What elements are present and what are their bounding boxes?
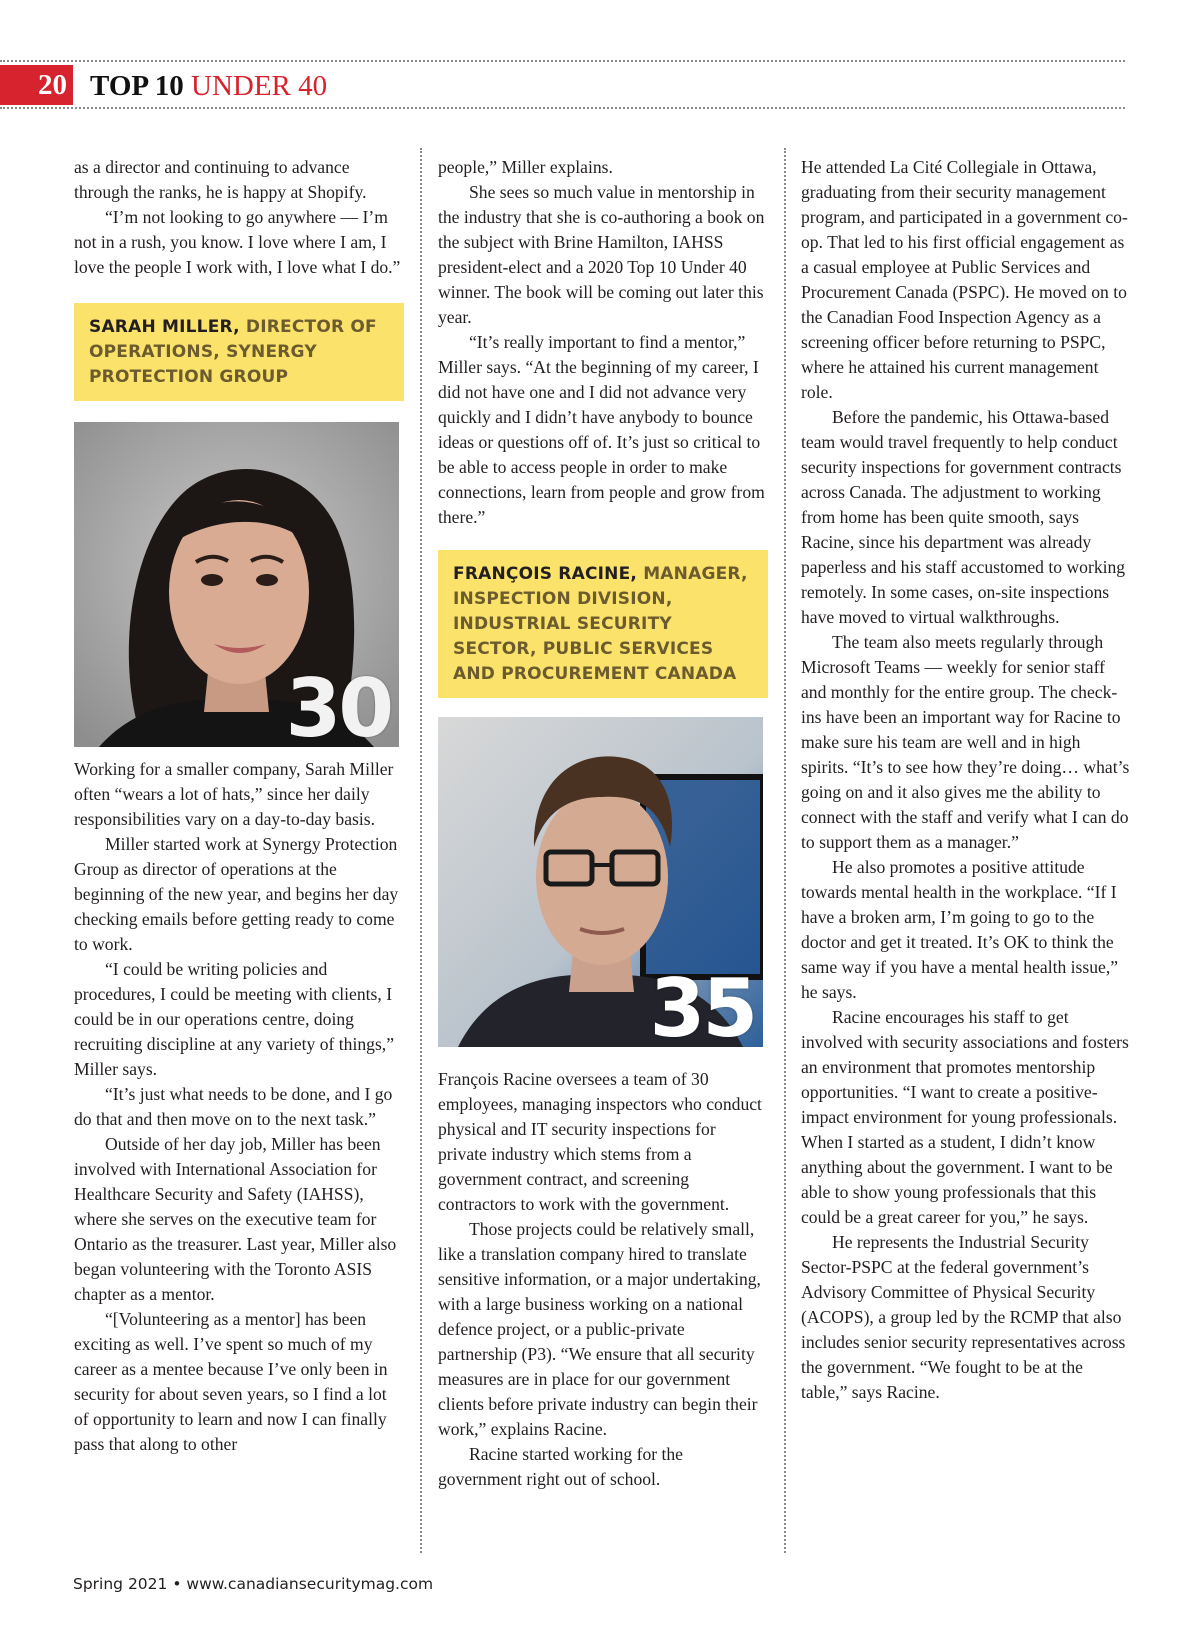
photo-sarah-miller xyxy=(74,422,399,747)
paragraph: Working for a smaller company, Sarah Miller often “wears a lot of hats,” since her daily responsibilities vary on a day-to-day basis. xyxy=(74,759,394,829)
column-divider-2 xyxy=(784,148,786,1553)
body-text-francois-racine xyxy=(438,1067,768,1492)
column-2 xyxy=(438,155,768,1492)
photo-francois-racine xyxy=(438,717,763,1047)
column-divider-1 xyxy=(420,148,422,1553)
column-1 xyxy=(74,155,404,1457)
paragraph: “It’s really important to find a mentor,” Miller says. “At the beginning of my career, I did not have one and I did not advance very quickly and I didn’t have anybody to bounce ideas or questions off of. It’s just so critical to be able to access people in order to make connections, learn from people and grow from there.” xyxy=(438,332,765,527)
paragraph: Before the pandemic, his Ottawa-based team would travel frequently to help conduct security inspections for government contracts across Canada. The adjustment to working from home has been quite smooth, says Racine, since his department was already paperless and his staff accustomed to working remotely. In some cases, on-site inspections have moved to virtual walkthroughs. xyxy=(801,407,1126,627)
header-top-rule xyxy=(0,60,1125,62)
paragraph: Outside of her day job, Miller has been involved with International Association for Healthcare Security and Safety (IAHSS), where she serves on the executive team for Ontario as the treasurer. Last year, Miller also began volunteering with the Toronto ASIS chapter as a mentor. xyxy=(74,1134,397,1304)
paragraph: Racine started working for the government right out of school. xyxy=(438,1444,683,1489)
page-footer: Spring 2021 • www.canadiansecuritymag.com xyxy=(73,1575,434,1593)
paragraph: François Racine oversees a team of 30 employees, managing inspectors who conduct physical and IT security inspections for private industry which stems from a government contract, and screening contractors to work with the government. xyxy=(438,1069,762,1214)
paragraph: Miller started work at Synergy Protection Group as director of operations at the beginning of the new year, and begins her day checking emails before getting ready to come to work. xyxy=(74,834,399,954)
paragraph: “It’s just what needs to be done, and I go do that and then move on to the next task.” xyxy=(74,1084,393,1129)
profile-name: SARAH MILLER, xyxy=(89,317,240,337)
paragraph: He attended La Cité Collegiale in Ottawa, graduating from their security management program, and participated in a government co-op. That led to his first official engagement as a casual employee at Public Services and Procurement Canada (PSPC). He moved on to the Canadian Food Inspection Agency as a screening officer before returning to PSPC, where he attained his current management role. xyxy=(801,157,1128,402)
profile-name: FRANÇOIS RACINE, xyxy=(453,564,638,584)
section-title-main: TOP 10 xyxy=(90,70,184,102)
paragraph: He also promotes a positive attitude towards mental health in the workplace. “If I have a broken arm, I’m going to go to the doctor and get it treated. It’s OK to think the same way if you have a mental health issue,” he says. xyxy=(801,857,1119,1002)
photo-number-35: 35 xyxy=(649,962,755,1047)
paragraph: He represents the Industrial Security Sector-PSPC at the federal government’s Advisory Committee of Physical Security (ACOPS), a group led by the RCMP that also includes senior security representatives across the government. “We fought to be at the table,” says Racine. xyxy=(801,1232,1126,1402)
section-title xyxy=(90,65,327,105)
paragraph: people,” Miller explains. xyxy=(438,157,613,177)
paragraph: “[Volunteering as a mentor] has been exciting as well. I’ve spent so much of my career as a mentee because I’ve only been in security for about seven years, so I find a lot of opportunity to learn and now I can finally pass that along to other xyxy=(74,1309,388,1454)
paragraph: “I’m not looking to go anywhere — I’m not in a rush, you know. I love where I am, I love the people I work with, I love what I do.” xyxy=(74,207,401,277)
paragraph: Racine encourages his staff to get involved with security associations and fosters an environment that promotes mentorship opportunities. “I want to create a positive-impact environment for young professionals. When I started as a student, I didn’t know anything about the government. I want to be able to show young professionals that this could be a great career for you,” he says. xyxy=(801,1007,1129,1227)
section-title-accent: UNDER 40 xyxy=(191,70,328,102)
header-bottom-rule xyxy=(0,107,1125,109)
profile-name-box-francois-racine xyxy=(438,550,768,698)
paragraph: Those projects could be relatively small, like a translation company hired to translate sensitive information, or a major undertaking, with a large business working on a national defence project, or a public-private partnership (P3). “We ensure that all security measures are in place for our government clients before private industry can begin their work,” explains Racine. xyxy=(438,1219,761,1439)
body-text-sarah-miller xyxy=(74,757,404,1457)
photo-number-30: 30 xyxy=(285,662,391,747)
paragraph: “I could be writing policies and procedures, I could be meeting with clients, I could be in our operations centre, doing recruiting discipline at any variety of things,” Miller says. xyxy=(74,959,395,1079)
page-number: 20 xyxy=(0,65,73,105)
profile-title: DIRECTOR OF OPERATIONS, SYNERGY PROTECTION GROUP xyxy=(89,317,377,387)
profile-name-box-sarah-miller xyxy=(74,303,404,401)
paragraph: as a director and continuing to advance through the ranks, he is happy at Shopify. xyxy=(74,157,367,202)
column-3 xyxy=(801,155,1131,1405)
paragraph: The team also meets regularly through Microsoft Teams — weekly for senior staff and monthly for the entire group. The check-ins have been an important way for Racine to make sure his team are well and in high spirits. “It’s to see how they’re doing… what’s going on and it also gives me the ability to connect with the staff and verify what I can do to support them as a manager.” xyxy=(801,632,1130,852)
paragraph: She sees so much value in mentorship in the industry that she is co-authoring a book on the subject with Brine Hamilton, IAHSS president-elect and a 2020 Top 10 Under 40 winner. The book will be coming out later this year. xyxy=(438,182,765,327)
profile-title: MANAGER, INSPECTION DIVISION, INDUSTRIAL SECURITY SECTOR, PUBLIC SERVICES AND PROCUREMENT CANADA xyxy=(453,564,748,684)
